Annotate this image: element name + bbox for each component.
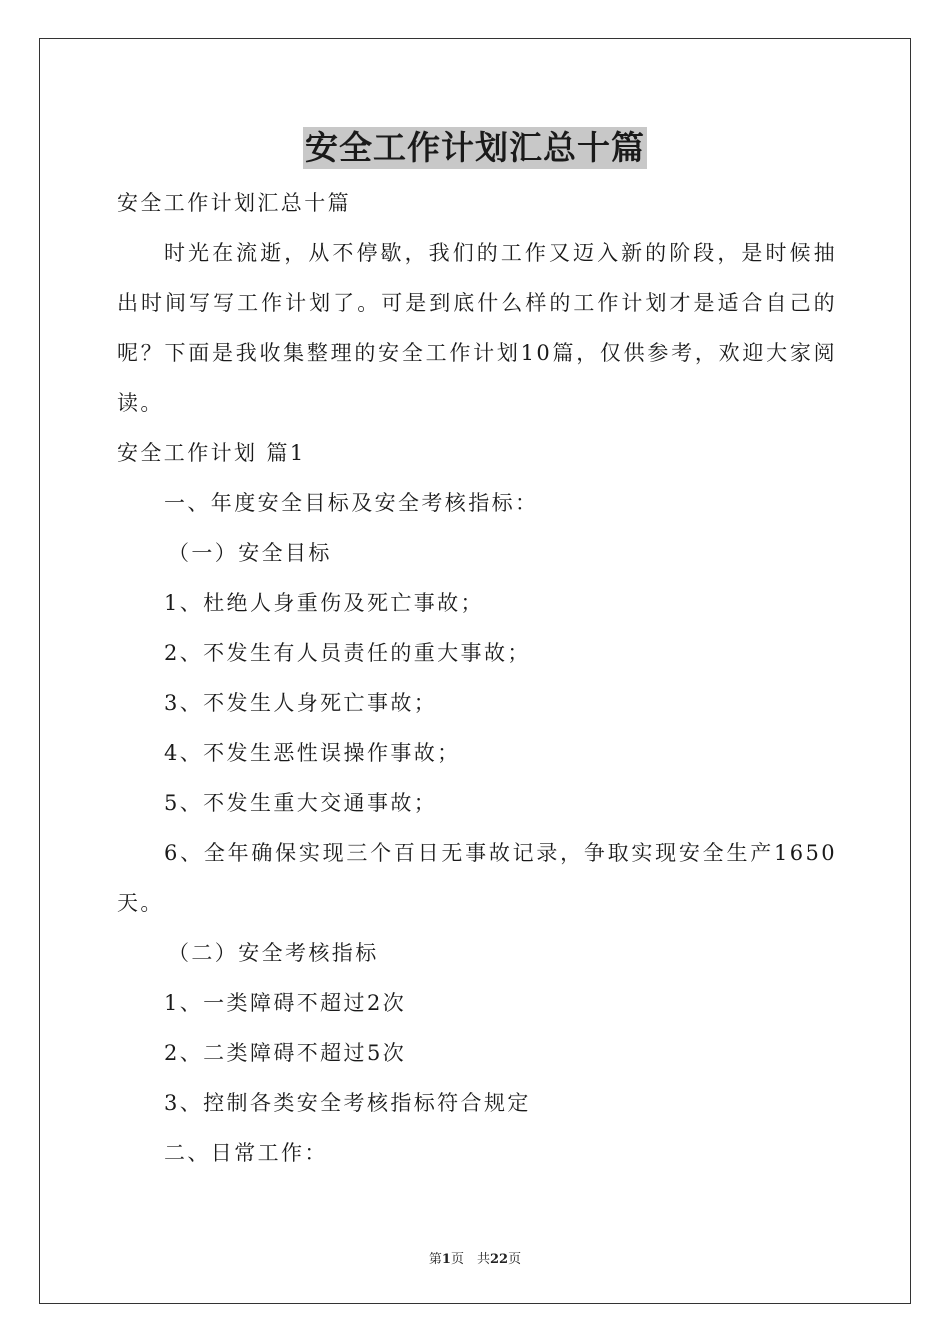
footer-page-total: 22 [489,1252,509,1267]
document-subtitle: 安全工作计划汇总十篇 [117,191,351,215]
list-item: 2、不发生有人员责任的重大事故； [164,641,531,665]
list-item: 2、二类障碍不超过5次 [164,1041,407,1065]
document-title: 安全工作计划汇总十篇 [305,128,645,167]
list-item: 3、控制各类安全考核指标符合规定 [164,1091,531,1115]
part2-heading: 二、日常工作： [164,1141,328,1165]
list-item: 1、一类障碍不超过2次 [164,991,407,1015]
footer-mid: 页 共 [450,1252,490,1267]
document-body [117,178,837,1178]
footer-page-current: 1 [441,1252,451,1267]
section-heading: 安全工作计划 篇1 [117,441,306,465]
title-container [0,127,950,169]
list-item: 5、不发生重大交通事故； [164,791,438,815]
list-item: 1、杜绝人身重伤及死亡事故； [164,591,484,615]
sub2-heading: （二）安全考核指标 [168,941,379,965]
footer-prefix: 第 [428,1252,442,1267]
sub1-heading: （一）安全目标 [168,541,332,565]
intro-paragraph: 时光在流逝，从不停歇，我们的工作又迈入新的阶段，是时候抽出时间写写工作计划了。可是到底什么样的工作计划才是适合自己的呢？下面是我收集整理的安全工作计划10篇，仅供参考，欢迎大家阅读。 [117,241,837,415]
list-item-6: 6、全年确保实现三个百日无事故记录，争取实现安全生产1650天。 [117,841,837,915]
page-footer [0,1248,950,1267]
list-item: 4、不发生恶性误操作事故； [164,741,461,765]
list-item: 3、不发生人身死亡事故； [164,691,438,715]
part1-heading: 一、年度安全目标及安全考核指标： [164,491,539,515]
footer-suffix: 页 [508,1252,522,1267]
